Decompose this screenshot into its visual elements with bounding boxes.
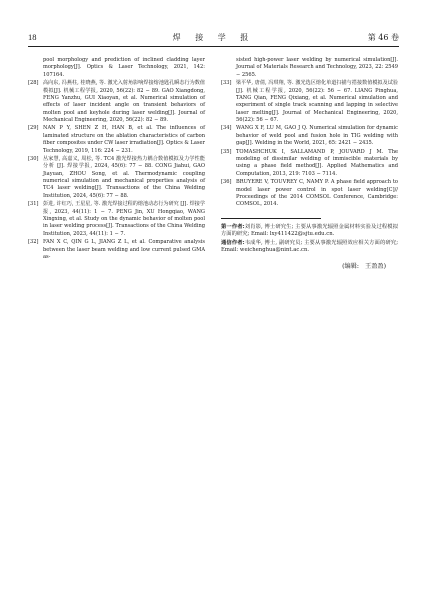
reference-item (28, 125, 205, 154)
reference-item (28, 57, 205, 79)
reference-text: WANG X F, LU M, GAO J Q. Numerical simulation for dynamic behavior of weld pool and fusion hole in TIG welding with gap[J]. Welding in the World, 2021, 65: 2421 − 2435. (236, 125, 398, 147)
reference-item (28, 201, 205, 238)
reference-number: [35] (221, 148, 232, 155)
references-left-column (28, 57, 205, 262)
reference-text: NAN P Y, SHEN Z H, HAN B, et al. The influences of laminated structure on the ablation characteristics of carbon fiber composites under CW laser irradiation[J]. Optics & Laser Technology, 2019, 116: 224 − 231. (43, 125, 205, 154)
reference-number: [34] (221, 125, 232, 132)
page-number: 18 (28, 32, 37, 42)
volume-label: 第 46 卷 (367, 33, 399, 42)
reference-text: 彭进, 许红巧, 王星星, 等. 激光焊接过程的熔池动态行为研究 [J]. 焊接学报, 2023, 44(11): 1 − 7. PENG Jin, XU Hongqiao, WANG Xingxing, et al. Study on the dynamic behavior of molten pool in laser welding process[J]. Transactions of the China Welding Institution, 2023, 44(11): 1 − 7. (43, 201, 205, 237)
reference-text: pool morphology and prediction of inclined cladding layer morphology[J]. Optics & Laser Technology, 2021, 142: 107164. (43, 57, 205, 78)
reference-text: TOMASHCHUK I, SALLAMAND P, JOUVARD J M. The modeling of dissimilar welding of immiscible materials by using a phase field method[J]. Applied Mathematics and Computation, 2013, 219: 7103 − 7114. (236, 148, 398, 177)
reference-number: [29] (28, 125, 39, 132)
reference-item (221, 57, 398, 79)
reference-item (221, 179, 398, 208)
reference-item (28, 80, 205, 124)
reference-text: FAN X C, QIN G L, JIANG Z L, et al. Comparative analysis between the laser beam welding and low current pulsed GMA as- (43, 239, 205, 260)
reference-text: 丛家慧, 高嘉义, 周松, 等. TC4 激光焊接热力耦合数值模拟及力学性能分析 [J]. 焊接学报, 2024, 45(6): 77 − 88. CONG Jiahui, GAO Jiayuan, ZHOU Song, et al. Thermodynamic coupling numerical simulation and mechanical properties analysis of TC4 laser welding[J]. Transactions of the China Welding Institution, 2024, 45(6): 77 − 88. (43, 156, 205, 199)
reference-number: [36] (221, 179, 232, 186)
reference-text: sisted high-power laser welding by numerical simulation[J]. Journal of Materials Research and Technology, 2023, 22: 2549 − 2565. (236, 57, 398, 78)
references-right-column (221, 57, 398, 270)
reference-number: [32] (28, 239, 39, 246)
first-author-label: 第一作者: (221, 223, 245, 230)
first-author-text: 刘肖影, 博士研究生; 主要从事激光辐照金属材料实验及过程模拟方面的研究; Email: lxy411422@sjtu.edu.cn. (221, 223, 398, 238)
editor-name: 王盈盈) (365, 262, 386, 270)
reference-item (28, 239, 205, 261)
reference-item (221, 125, 398, 147)
corresponding-author-note (221, 240, 398, 255)
corresponding-author-label: 通信作者: (221, 239, 245, 246)
reference-number: [28] (28, 80, 39, 87)
editor-credit (221, 263, 398, 270)
reference-text: 高向东, 冯燕柱, 桂晓燕, 等. 激光入射角影响焊接熔池匙孔瞬态行为数值模拟[J]. 机械工程学报, 2020, 56(22): 82 − 89. GAO Xiangdong, FENG Yanzhu, GUI Xiaoyan, et al. Numerical simulation of effects of laser incident angle on transient behaviors of molten pool and keyhole during laser welding[J]. Journal of Mechanical Engineering, 2020, 56(22): 82 − 89. (43, 80, 205, 123)
reference-number: [30] (28, 156, 39, 163)
editor-label: (编辑: (342, 262, 360, 270)
corresponding-author-text: 韦成华, 博士, 副研究员; 主要从事激光辐照效应相关方面的研究; Email: weichenghua@nint.ac.cn. (221, 239, 398, 254)
reference-item (221, 80, 398, 124)
reference-text: BRUYERE V, TOUVREY C, NAMY P. A phase field approach to model laser power control in spot laser welding[C]// Proceedings of the 2014 COMSOL Conference, Cambridge: COMSOL, 2014. (236, 179, 398, 208)
first-author-note (221, 224, 398, 239)
reference-text: 梁平华, 唐倩, 冯琪翔, 等. 激光选区熔化单道扫描与搭接数值模拟及试验 [J]. 机械工程学报, 2020, 56(22): 56 − 67. LIANG Pinghua, TANG Qian, FENG Qixiang, et al. Numerical simulation and experiment of single track scanning and lapping in selective laser melting[J]. Journal of Mechanical Engineering, 2020, 56(22): 56 − 67. (236, 80, 398, 123)
author-info-divider (221, 218, 321, 219)
journal-title: 焊 接 学 报 (172, 33, 255, 42)
reference-item (28, 156, 205, 200)
reference-number: [33] (221, 80, 232, 87)
page-header (28, 32, 399, 47)
reference-number: [31] (28, 201, 39, 208)
reference-item (221, 149, 398, 178)
